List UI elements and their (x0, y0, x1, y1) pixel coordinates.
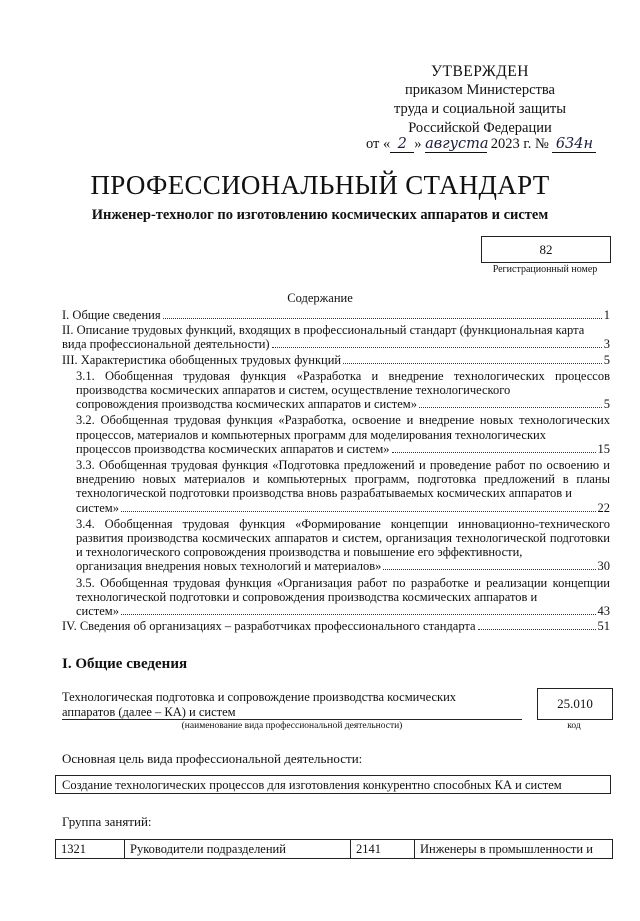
date-month: августа (425, 136, 489, 152)
occupation-group-table (55, 839, 613, 859)
toc-item-text: II. Описание трудовых функций, входящих в профессиональный стандарт (функциональная карта (62, 323, 585, 338)
toc-item-page: 43 (597, 604, 610, 619)
toc-item-text-cont: вида профессиональной деятельности) (62, 337, 270, 352)
goal-box: Создание технологических процессов для изготовления конкурентно способных КА и систем (55, 775, 611, 794)
toc-item-3[interactable] (62, 353, 610, 367)
document-title: ПРОФЕССИОНАЛЬНЫЙ СТАНДАРТ (90, 170, 550, 200)
approval-line-2: труда и социальной защиты (394, 101, 566, 117)
approval-date-line (366, 136, 596, 153)
order-number: 634н (552, 136, 596, 153)
toc-item-3-1[interactable] (62, 369, 610, 412)
table-row (56, 840, 613, 859)
registration-label: Регистрационный номер (492, 264, 598, 275)
toc-item-2[interactable] (62, 323, 610, 351)
date-quote-close: » (414, 136, 422, 152)
toc-item-text: I. Общие сведения (62, 308, 161, 322)
approval-line-1: приказом Министерства (405, 82, 555, 98)
toc-item-text-cont: сопровождения производства космических аппаратов и систем» (76, 397, 417, 412)
toc-item-1[interactable] (62, 308, 610, 322)
approval-line-3: Российской Федерации (408, 120, 552, 136)
toc-item-4[interactable] (62, 619, 610, 633)
toc-item-text: IV. Сведения об организациях – разработчиках профессионального стандарта (62, 619, 476, 634)
toc-item-text-cont: систем» (76, 500, 119, 515)
activity-caption: (наименование вида профессиональной деятельности) (181, 721, 403, 731)
activity-code-box: 25.010 (537, 688, 613, 720)
table-cell-code: 1321 (56, 840, 125, 859)
toc-item-text: 3.3. Обобщенная трудовая функция «Подготовка предложений и проведение работ по освоению и внедрению новых материалов и компьютерных программ, подготовка предложений в планы технологической подготовки производства вновь разрабатываемых космических аппаратов и (76, 458, 610, 501)
activity-code-caption: код (567, 721, 581, 731)
toc-item-text: 3.5. Обобщенная трудовая функция «Организация работ по разработке и реализации концепции технологической подготовки и сопровождения производства космических аппаратов и (76, 575, 610, 604)
toc-item-text: III. Характеристика обобщенных трудовых функций (62, 352, 342, 367)
approval-heading: УТВЕРЖДЕН (431, 63, 529, 80)
toc-item-text-cont: систем» (76, 604, 119, 619)
document-subtitle: Инженер-технолог по изготовлению космических аппаратов и систем (91, 207, 549, 223)
approval-block (330, 62, 630, 138)
date-day: 2 (390, 136, 414, 153)
date-year: 2023 г. № (490, 136, 549, 152)
toc-item-text: 3.1. Обобщенная трудовая функция «Разработка и внедрение технологических процессов производства космических аппаратов и систем, осуществление технологического (76, 368, 610, 398)
table-cell-name: Руководители подразделений (125, 840, 351, 859)
toc-item-3-5[interactable] (62, 576, 610, 619)
toc-item-3-4[interactable] (62, 517, 610, 574)
activity-name: Технологическая подготовка и сопровождение производства космических аппаратов (далее – КА) и систем (62, 690, 457, 719)
toc-item-text-cont: организация внедрения новых технологий и материалов» (76, 559, 382, 574)
table-cell-code: 2141 (351, 840, 415, 859)
registration-number-box: 82 (481, 236, 611, 263)
toc-item-page: 15 (597, 441, 610, 456)
toc-item-page: 1 (603, 308, 610, 322)
toc-item-3-2[interactable] (62, 413, 610, 456)
toc-item-page: 5 (603, 397, 610, 412)
section-heading: I. Общие сведения (62, 656, 188, 672)
toc-item-3-3[interactable] (62, 458, 610, 515)
toc-item-text-cont: процессов производства космических аппаратов и систем» (76, 441, 390, 456)
toc-item-page: 30 (597, 559, 610, 574)
activity-underline (62, 719, 522, 720)
group-label: Группа занятий: (62, 814, 152, 829)
table-cell-name: Инженеры в промышленности и (415, 840, 613, 859)
toc-item-page: 51 (597, 619, 610, 634)
date-prefix: от « (366, 136, 391, 152)
toc-item-text: 3.4. Обобщенная трудовая функция «Формирование концепции инновационно-технического развития производства космических аппаратов и систем, организация технологической подготовки и технологического сопровождения производства и повышение его эффективности, (76, 516, 610, 560)
table-of-contents (62, 308, 610, 633)
toc-item-text: 3.2. Обобщенная трудовая функция «Разработка, освоение и внедрение новых технологических процессов, материалов и компьютерных программ для моделирования технологических (76, 413, 610, 442)
toc-item-page: 5 (603, 352, 610, 367)
goal-label: Основная цель вида профессиональной деятельности: (62, 751, 363, 766)
toc-item-page: 3 (603, 337, 610, 352)
toc-item-page: 22 (597, 500, 610, 515)
toc-heading: Содержание (287, 291, 353, 305)
